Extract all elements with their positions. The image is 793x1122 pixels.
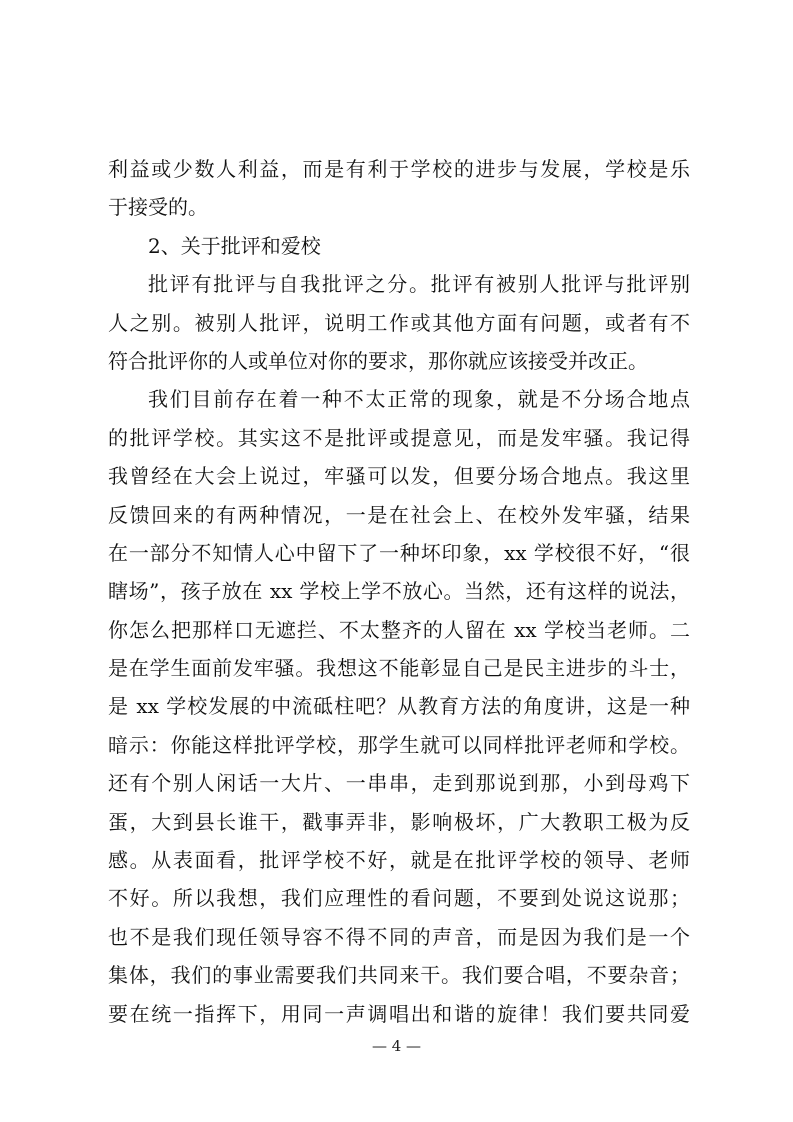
page-number: — 4 — — [371, 1037, 422, 1055]
text-line: 人之别。被别人批评，说明工作或其他方面有问题，或者有不 — [108, 310, 690, 335]
text-line: 还有个别人闲话一大片、一串串，走到那说到那，小到母鸡下 — [108, 771, 690, 796]
text-line: 是在学生面前发牢骚。我想这不能彰显自己是民主进步的斗士， — [108, 656, 690, 681]
text-line: 我曾经在大会上说过，牢骚可以发，但要分场合地点。我这里 — [108, 464, 690, 489]
section-heading: 2、关于批评和爱校 — [148, 233, 321, 258]
text-line: 是 xx 学校发展的中流砥柱吧？从教育方法的角度讲，这是一种 — [108, 694, 690, 719]
text-line: 集体，我们的事业需要我们共同来干。我们要合唱，不要杂音； — [108, 963, 690, 988]
text-line: 批评有批评与自我批评之分。批评有被别人批评与批评别 — [148, 272, 690, 297]
text-line: 暗示：你能这样批评学校，那学生就可以同样批评老师和学校。 — [108, 732, 690, 757]
text-line: 反馈回来的有两种情况，一是在社会上、在校外发牢骚，结果 — [108, 502, 690, 527]
text-line: 符合批评你的人或单位对你的要求，那你就应该接受并改正。 — [108, 348, 648, 373]
text-line: 在一部分不知情人心中留下了一种坏印象，xx 学校很不好，“很 — [108, 540, 690, 565]
text-line: 你怎么把那样口无遮拦、不太整齐的人留在 xx 学校当老师。二 — [108, 617, 690, 642]
text-line: 感。从表面看，批评学校不好，就是在批评学校的领导、老师 — [108, 848, 690, 873]
text-line: 蛋，大到县长谁干，戳事弄非，影响极坏，广大教职工极为反 — [108, 809, 690, 834]
text-line: 不好。所以我想，我们应理性的看问题，不要到处说这说那； — [108, 886, 690, 911]
text-line: 的批评学校。其实这不是批评或提意见，而是发牢骚。我记得 — [108, 425, 690, 450]
text-line: 我们目前存在着一种不太正常的现象，就是不分场合地点 — [148, 387, 690, 412]
text-line: 瞎场”，孩子放在 xx 学校上学不放心。当然，还有这样的说法， — [108, 579, 690, 604]
text-line: 也不是我们现任领导容不得不同的声音，而是因为我们是一个 — [108, 924, 690, 949]
text-line: 利益或少数人利益，而是有利于学校的进步与发展，学校是乐 — [108, 157, 690, 181]
text-line: 要在统一指挥下，用同一声调唱出和谐的旋律！我们要共同爱 — [108, 1001, 690, 1026]
body-text — [108, 150, 690, 1033]
text-line: 于接受的。 — [108, 195, 208, 220]
